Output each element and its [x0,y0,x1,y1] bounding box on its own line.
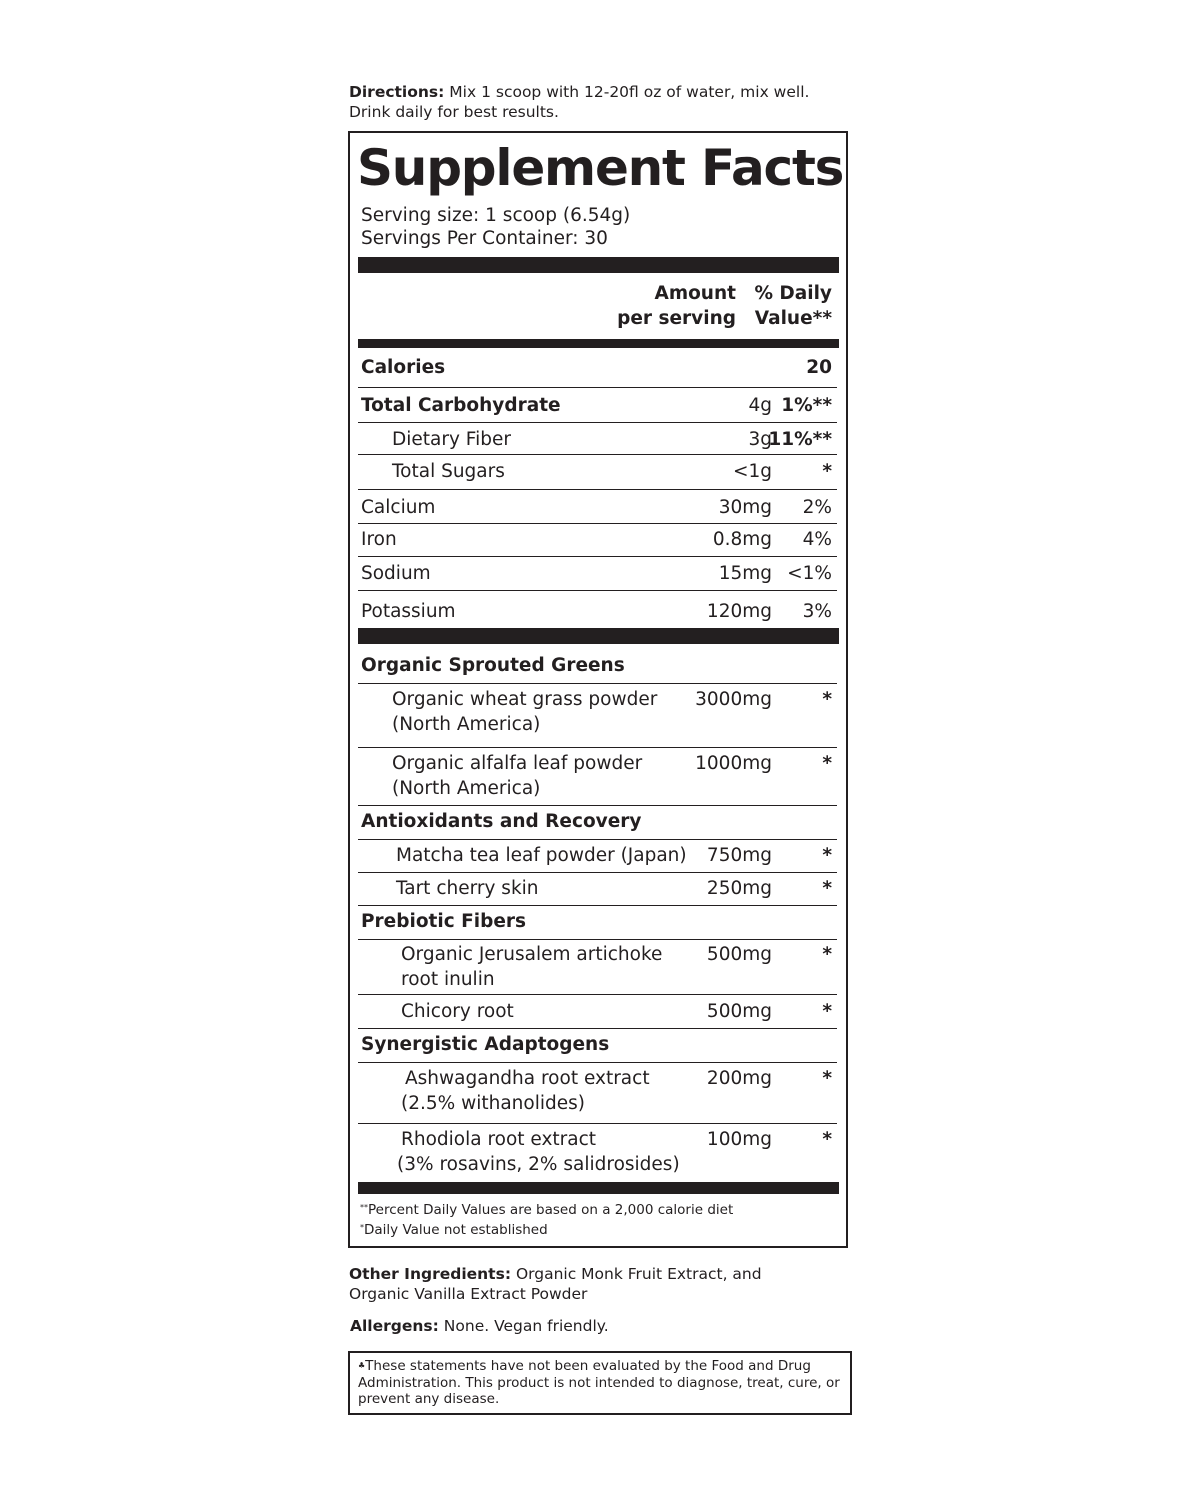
nutrient-name: Potassium [361,601,456,622]
nutrient-dv: 2% [802,497,832,518]
facts-title: Supplement Facts [357,139,844,197]
amount-header-line-2: per serving [617,308,736,329]
ingredient-dv: * [822,944,832,965]
thick-divider [358,257,839,273]
daily-value-column-header [740,281,832,331]
fda-disclaimer [348,1351,852,1415]
ingredient-dv: * [822,1068,832,1089]
row-divider [358,839,837,840]
amount-column-header [600,281,736,331]
ingredient-dv: * [822,878,832,899]
calories-value: 20 [806,357,832,378]
other-ingredients [349,1264,819,1304]
calories-label: Calories [361,357,446,378]
nutrient-dv: 1%** [781,395,832,416]
nutrient-name: Calcium [361,497,436,518]
nutrient-amount: 120mg [706,601,772,622]
row-divider [358,805,837,806]
directions-line-1: Mix 1 scoop with 12-20fl oz of water, mix well. [449,83,810,101]
ingredient-name: Organic wheat grass powder [392,689,658,710]
thick-divider [358,628,839,644]
row-divider [358,683,837,684]
ingredient-name: Ashwagandha root extract [405,1068,650,1089]
row-divider [358,939,837,940]
row-divider [358,556,837,557]
medium-divider [358,339,839,348]
ingredient-name: Organic alfalfa leaf powder [392,753,643,774]
ingredient-dv: * [822,1001,832,1022]
nutrient-amount: 3g [748,429,772,450]
allergens [350,1316,609,1336]
other-ingredients-label: Other Ingredients: [349,1265,512,1283]
nutrient-amount: 0.8mg [712,529,772,550]
ingredient-amount: 100mg [706,1129,772,1150]
ingredient-amount: 250mg [706,878,772,899]
dv-header-line-2: Value** [754,308,832,329]
directions-label: Directions: [349,83,445,101]
disclaimer-mark-icon: ♣ [358,1361,366,1370]
allergens-label: Allergens: [350,1317,439,1335]
nutrient-name: Sodium [361,563,431,584]
nutrient-amount: 15mg [718,563,772,584]
row-divider [358,1062,837,1063]
ingredient-detail: root inulin [401,969,495,990]
directions-line-2: Drink daily for best results. [349,103,559,121]
nutrient-name: Total Sugars [392,461,505,482]
nutrient-dv: 11%** [768,429,832,450]
ingredient-name: Rhodiola root extract [401,1129,597,1150]
nutrient-dv: <1% [787,563,832,584]
nutrient-amount: 4g [748,395,772,416]
section-title: Organic Sprouted Greens [361,655,625,676]
ingredient-name: Chicory root [401,1001,514,1022]
row-divider [358,747,837,748]
ingredient-detail: (3% rosavins, 2% salidrosides) [397,1154,680,1175]
ingredient-detail: (North America) [392,714,541,735]
directions [349,82,849,122]
thick-divider [358,1182,839,1194]
row-divider [358,590,837,591]
footnote-mark: * [360,1223,364,1232]
serving-info [361,204,630,250]
ingredient-detail: (North America) [392,778,541,799]
dv-header-line-1: % Daily [754,283,832,304]
ingredient-amount: 750mg [706,845,772,866]
footnote-percent-dv [360,1200,733,1220]
serving-size: Serving size: 1 scoop (6.54g) [361,205,631,226]
nutrient-dv: 4% [802,529,832,550]
nutrient-dv: * [822,461,832,482]
ingredient-amount: 500mg [706,944,772,965]
ingredient-dv: * [822,753,832,774]
row-divider [358,454,837,455]
row-divider [358,872,837,873]
footnote-text: Daily Value not established [364,1222,548,1238]
row-divider [358,387,837,388]
nutrient-name: Dietary Fiber [392,429,511,450]
section-title: Synergistic Adaptogens [361,1034,610,1055]
footnote-mark: ** [360,1203,368,1212]
ingredient-detail: (2.5% withanolides) [401,1093,585,1114]
allergens-text: None. Vegan friendly. [443,1317,609,1335]
ingredient-name: Tart cherry skin [396,878,539,899]
nutrient-name: Total Carbohydrate [361,395,561,416]
nutrient-dv: 3% [802,601,832,622]
ingredient-dv: * [822,1129,832,1150]
ingredient-dv: * [822,845,832,866]
nutrient-amount: <1g [732,461,772,482]
ingredient-amount: 200mg [706,1068,772,1089]
ingredient-amount: 1000mg [695,753,772,774]
footnote-dv-not-established [360,1220,548,1240]
row-divider [358,1123,837,1124]
row-divider [358,422,837,423]
amount-header-line-1: Amount [654,283,736,304]
row-divider [358,1028,837,1029]
nutrient-name: Iron [361,529,397,550]
row-divider [358,994,837,995]
ingredient-name: Organic Jerusalem artichoke [401,944,663,965]
section-title: Antioxidants and Recovery [361,811,642,832]
ingredient-amount: 500mg [706,1001,772,1022]
other-ingredients-text: Organic Monk Fruit Extract, and Organic Vanilla Extract Powder [349,1265,762,1303]
disclaimer-text: These statements have not been evaluated by the Food and Drug Administration. This product is not intended to diagnose, treat, cure, or prevent any disease. [358,1358,840,1407]
row-divider [358,905,837,906]
footnote-text: Percent Daily Values are based on a 2,000 calorie diet [368,1202,734,1218]
ingredient-dv: * [822,689,832,710]
servings-per-container: Servings Per Container: 30 [361,228,608,249]
row-divider [358,489,837,490]
ingredient-name: Matcha tea leaf powder (Japan) [396,845,687,866]
ingredient-amount: 3000mg [695,689,772,710]
section-title: Prebiotic Fibers [361,911,527,932]
nutrient-amount: 30mg [718,497,772,518]
row-divider [358,523,837,524]
